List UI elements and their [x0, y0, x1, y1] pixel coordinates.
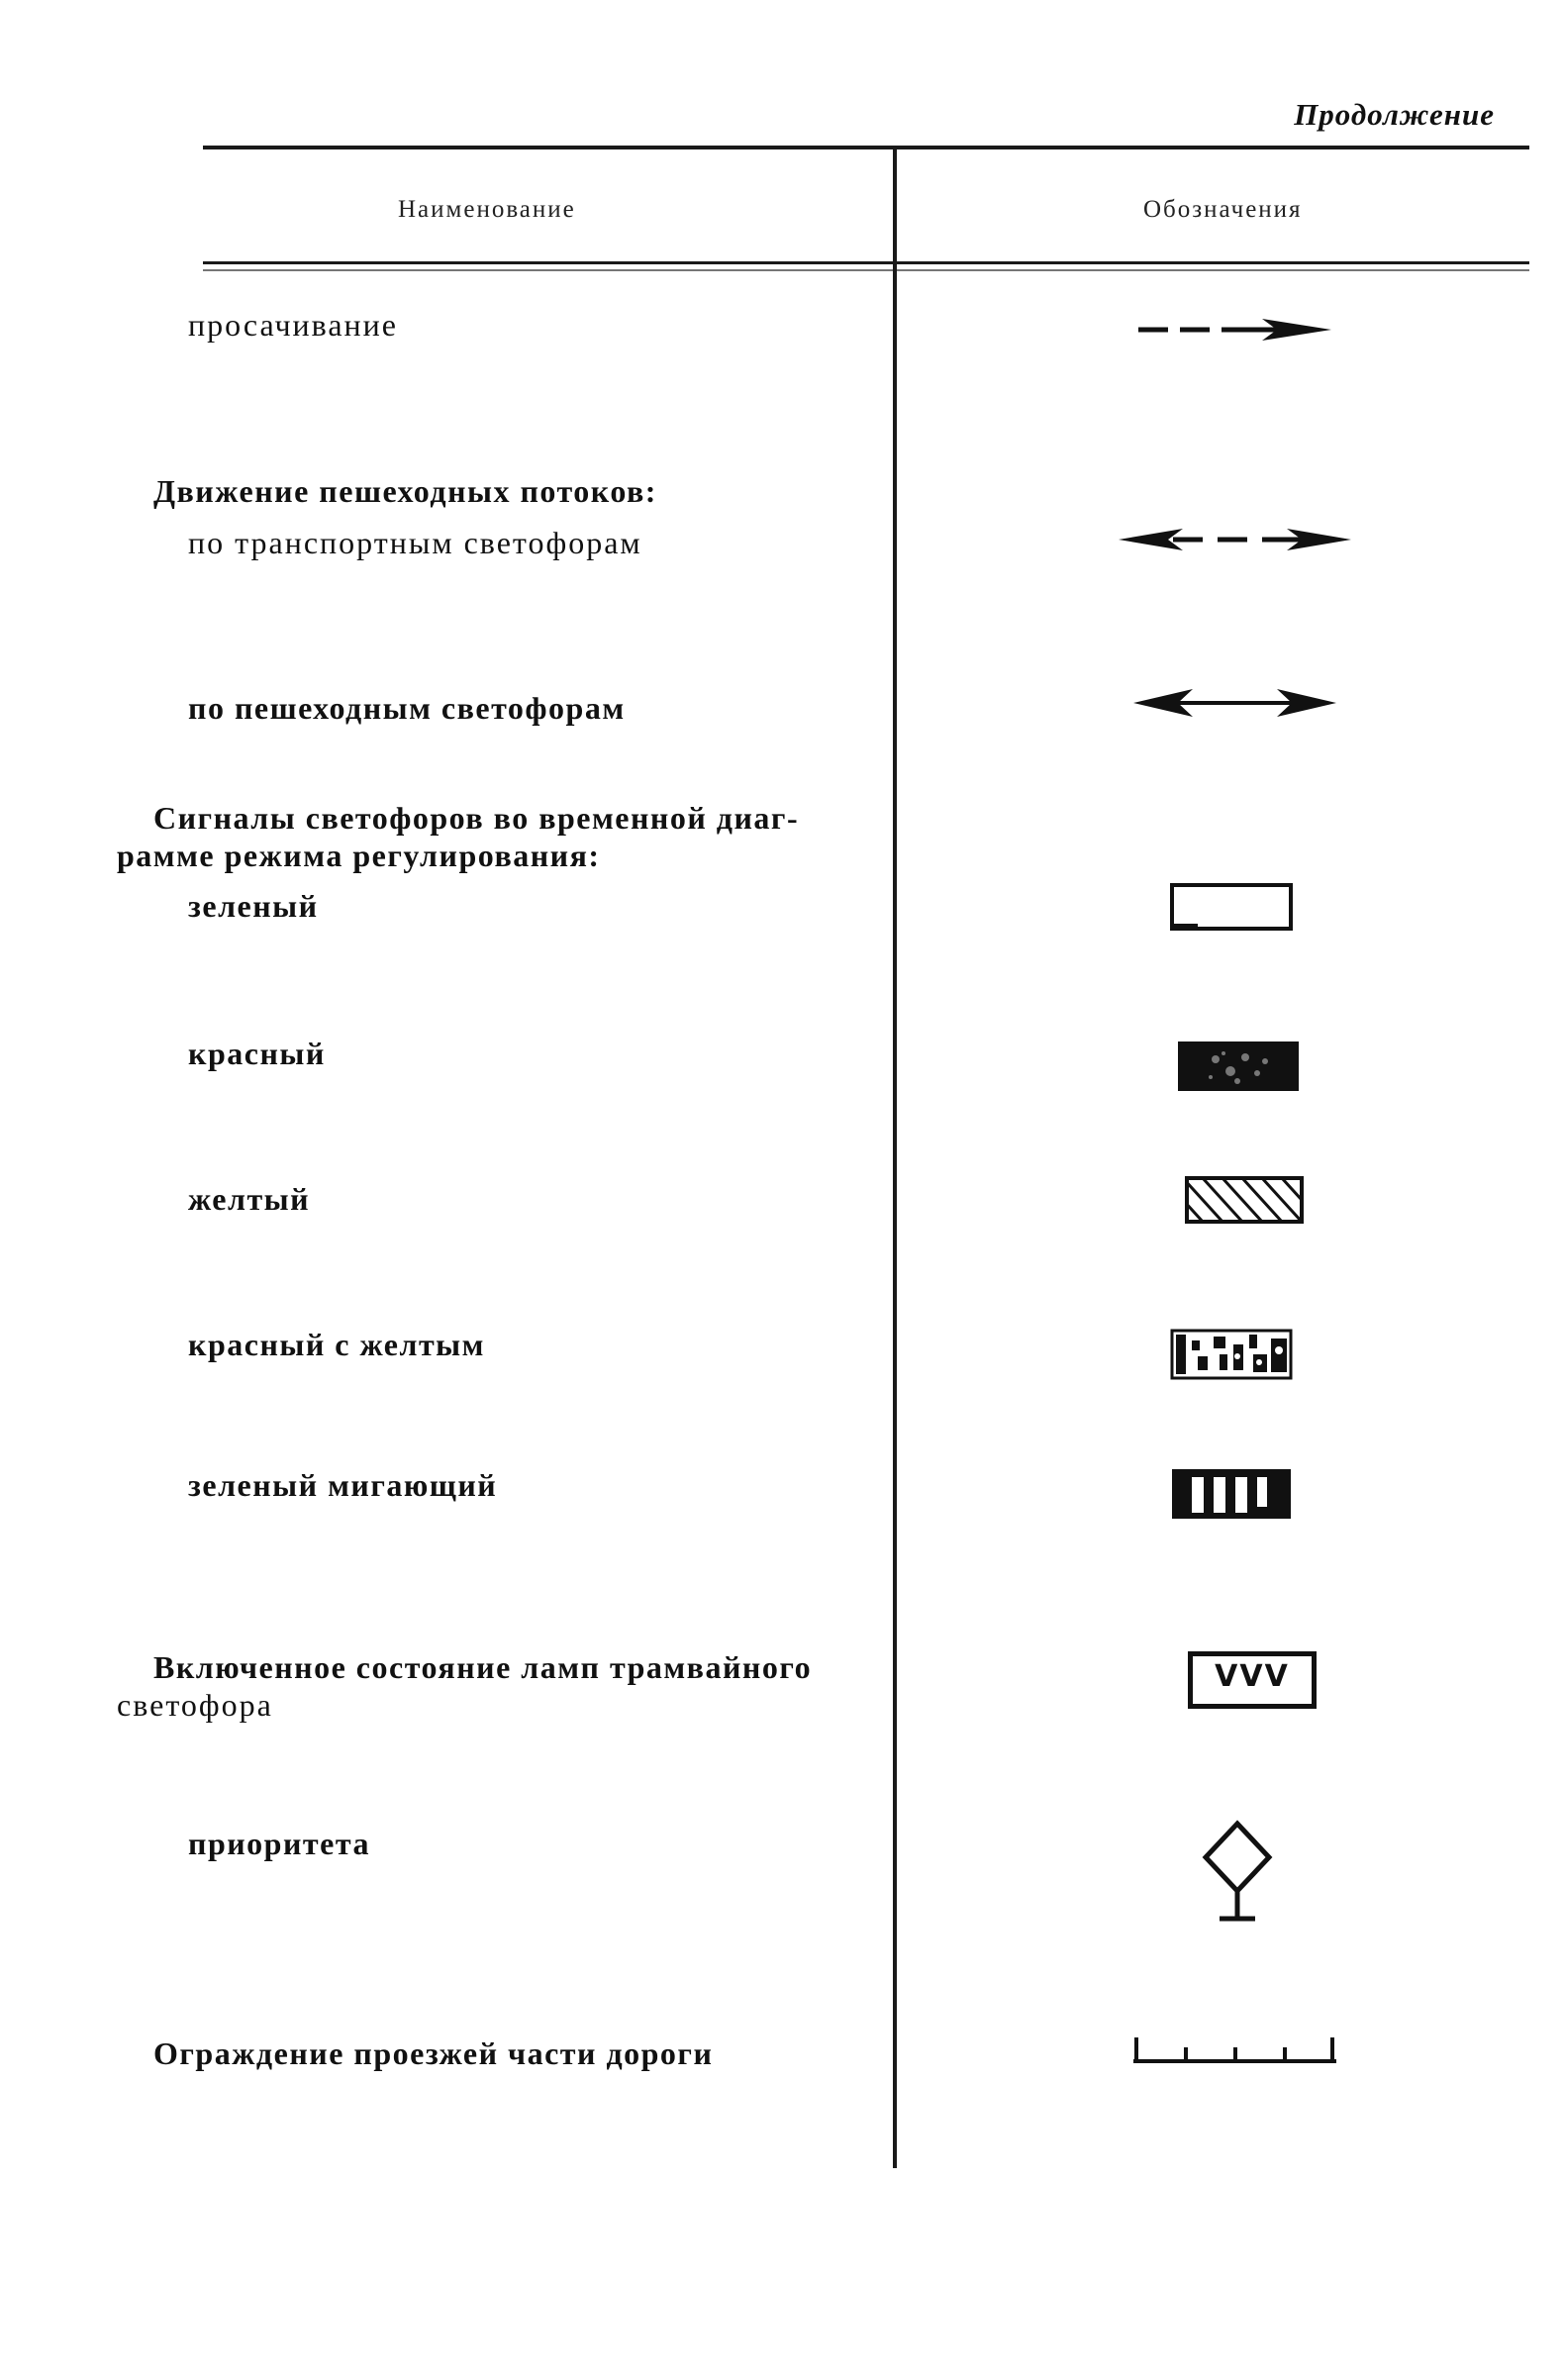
column-divider — [893, 149, 897, 2168]
priority-diamond-on-stem-icon — [1198, 1820, 1277, 1929]
red-yellow-signal-speckled-rect-icon — [1168, 1325, 1297, 1384]
solid-double-arrow-icon — [1133, 685, 1341, 721]
green-signal-empty-rect-icon — [1168, 879, 1297, 935]
header-bottom-rule — [203, 261, 1529, 264]
group-heading-signals-line1: Сигналы светофоров во временной диаг- — [153, 800, 800, 836]
dashed-double-arrow-icon — [1119, 525, 1356, 554]
table-top-rule — [203, 146, 1529, 149]
row-label-priority: приоритета — [188, 1826, 370, 1861]
row-label-green: зеленый — [188, 888, 319, 924]
column-header-name: Наименование — [398, 196, 576, 223]
green-flashing-signal-striped-rect-icon — [1168, 1465, 1297, 1525]
row-label-ped-pedestrian-lights: по пешеходным светофорам — [188, 690, 626, 726]
row-label-ped-traffic-lights: по транспортным светофорам — [188, 525, 642, 560]
row-label-red-yellow: красный с желтым — [188, 1327, 485, 1362]
row-label-green-flashing: зеленый мигающий — [188, 1467, 498, 1503]
row-label-red: красный — [188, 1036, 326, 1071]
tram-lamps-vvv-text: VVV — [1215, 1659, 1290, 1694]
row-label-seepage: просачивание — [188, 307, 398, 343]
row-label-tram-lamps-line2: светофора — [117, 1687, 273, 1723]
row-label-tram-lamps-line1: Включенное состояние ламп трамвайного — [153, 1649, 813, 1685]
row-label-yellow: желтый — [188, 1181, 311, 1217]
dashed-arrow-right-icon — [1138, 315, 1336, 345]
column-header-symbol: Обозначения — [1143, 196, 1303, 223]
group-heading-signals-line2: рамме режима регулирования: — [117, 838, 601, 873]
red-signal-filled-rect-icon — [1176, 1040, 1305, 1095]
yellow-signal-hatched-rect-icon — [1183, 1174, 1312, 1230]
road-fence-ticked-baseline-icon — [1128, 2030, 1346, 2069]
tram-lamps-boxed-vvv-icon — [1188, 1651, 1317, 1709]
continuation-caption: Продолжение — [1294, 97, 1495, 132]
row-label-road-fence: Ограждение проезжей части дороги — [153, 2035, 714, 2071]
header-bottom-rule-2 — [203, 269, 1529, 271]
group-heading-pedestrian: Движение пешеходных потоков: — [153, 473, 657, 509]
